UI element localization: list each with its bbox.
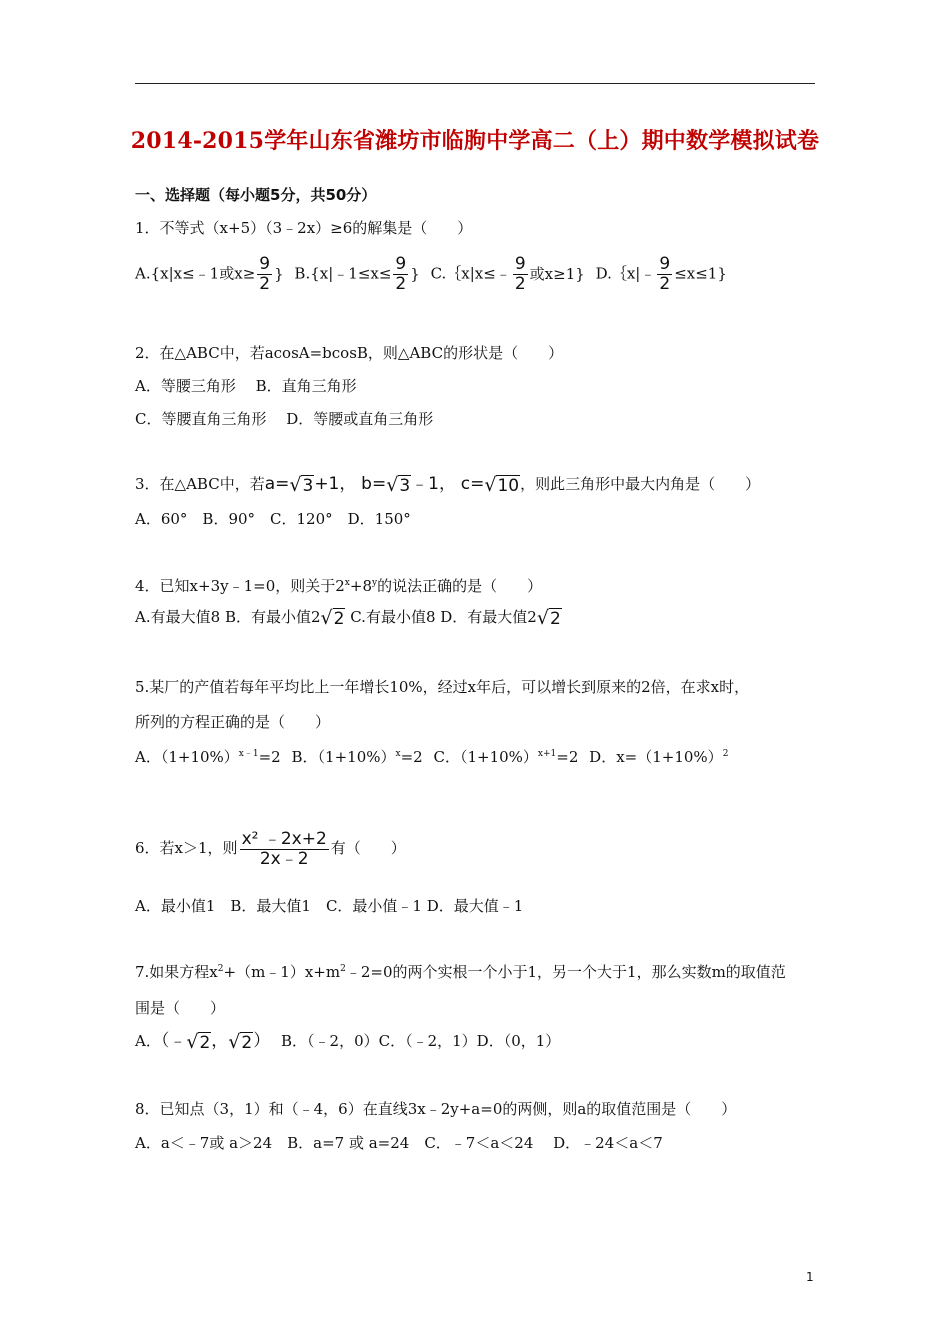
- question-3-options: A．60° B．90° C．120° D．150°: [135, 510, 411, 528]
- q1-option-d: D.｛x|﹣: [595, 264, 656, 283]
- question-6-stem: 6．若x＞1，则 $\frac{\text{x² ﹣2x+2}}{2x﹣2}$ 有（ ）: [135, 828, 406, 869]
- question-1-stem: 1．不等式（x+5）（3﹣2x）≥6的解集是（ ）: [135, 219, 473, 237]
- sqrt-3: √3: [289, 473, 314, 496]
- question-7-stem-line2: 围是（ ）: [135, 999, 226, 1017]
- q1-option-b: B.{x|﹣1≤x≤: [294, 264, 392, 283]
- question-1-options: A.{x|x≤﹣1或x≥ $\frac{9}{2}$ } B.{x|﹣1≤x≤ $\frac{9}{2}$ } C.｛x|x≤﹣ $\frac{9}{2}$ 或x≥1} D.｛x|﹣ $\frac{9}{2}$ ≤x≤1}: [135, 254, 727, 294]
- q4-option-c: C.有最小值8: [350, 608, 436, 626]
- question-5-options: A．$(1+10\%)^{x﹣1}=2$ B．$(1+10\%)^x=2$ C．$(1+10\%)^{x+1}=2$ D．$x=(1+10\%)^2$: [135, 748, 729, 766]
- question-6-options: A．最小值1 B．最大值1 C．最小值﹣1 D．最大值﹣1: [135, 897, 524, 915]
- fraction-9-2: $\frac{9}{2}$: [259, 254, 271, 294]
- fraction-9-2: $\frac{9}{2}$: [659, 254, 671, 294]
- sqrt-2: √2: [186, 1030, 211, 1053]
- q4-option-d: D．有最大值2: [440, 608, 537, 626]
- question-4-stem: 4．已知x+3y﹣1=0，则关于$2^x+8^y$的说法正确的是（ ）: [135, 577, 543, 595]
- fraction-9-2: $\frac{9}{2}$: [514, 254, 526, 294]
- q4-option-b: B．有最小值2: [224, 608, 321, 626]
- page-title: 2014-2015学年山东省潍坊市临朐中学高二（上）期中数学模拟试卷: [130, 128, 820, 154]
- q1-option-c: C.｛x|x≤﹣: [430, 264, 511, 283]
- question-2-options-row1: A．等腰三角形 B．直角三角形: [135, 377, 357, 395]
- question-4-options: [135, 607, 562, 629]
- question-5-stem-line2: 所列的方程正确的是（ ）: [135, 713, 331, 731]
- sqrt-2: √2: [228, 1030, 253, 1053]
- question-2-options-row2: C．等腰直角三角形 D．等腰或直角三角形: [135, 410, 434, 428]
- sqrt-2: √2: [536, 606, 561, 629]
- sqrt-3: √3: [386, 473, 411, 496]
- fraction-9-2: $\frac{9}{2}$: [395, 254, 407, 294]
- question-8-options: A．a＜﹣7或 a＞24 B．a=7 或 a=24 C．﹣7＜a＜24 D．﹣24＜a＜7: [135, 1134, 663, 1152]
- question-8-stem: 8．已知点（3，1）和（﹣4，6）在直线3x﹣2y+a=0的两侧，则a的取值范围是（ ）: [135, 1100, 737, 1118]
- header-rule: [135, 83, 815, 84]
- page-number: 1: [806, 1270, 814, 1284]
- question-2-stem: 2．在△ABC中，若acosA=bcosB，则△ABC的形状是（ ）: [135, 344, 564, 362]
- q1-option-a: A.{x|x≤﹣1或x≥: [135, 264, 256, 283]
- question-7-stem-line1: 7.如果方程$x^2+(m﹣1)x+m^2﹣2=0$的两个实根一个小于1，另一个大于1，那么实数m的取值范: [135, 963, 786, 981]
- fraction-expression: $\frac{\text{x² ﹣2x+2}}{2x﹣2}$: [241, 828, 327, 869]
- sqrt-10: √10: [484, 473, 520, 496]
- question-3-stem: 3．在△ABC中，若a=√3+1， b=√3﹣1， c=√10，则此三角形中最大内角是（ ）: [135, 473, 761, 496]
- section-heading: 一、选择题（每小题5分，共50分）: [135, 186, 377, 204]
- q4-option-a: A.有最大值8: [135, 608, 221, 626]
- sqrt-2: √2: [320, 606, 345, 629]
- question-5-stem-line1: 5.某厂的产值若每年平均比上一年增长10%，经过x年后，可以增长到原来的2倍，在求x时，: [135, 678, 750, 696]
- question-7-options: A．（﹣√2，√2） B．（﹣2，0）C．（﹣2，1）D．（0，1）: [135, 1030, 561, 1053]
